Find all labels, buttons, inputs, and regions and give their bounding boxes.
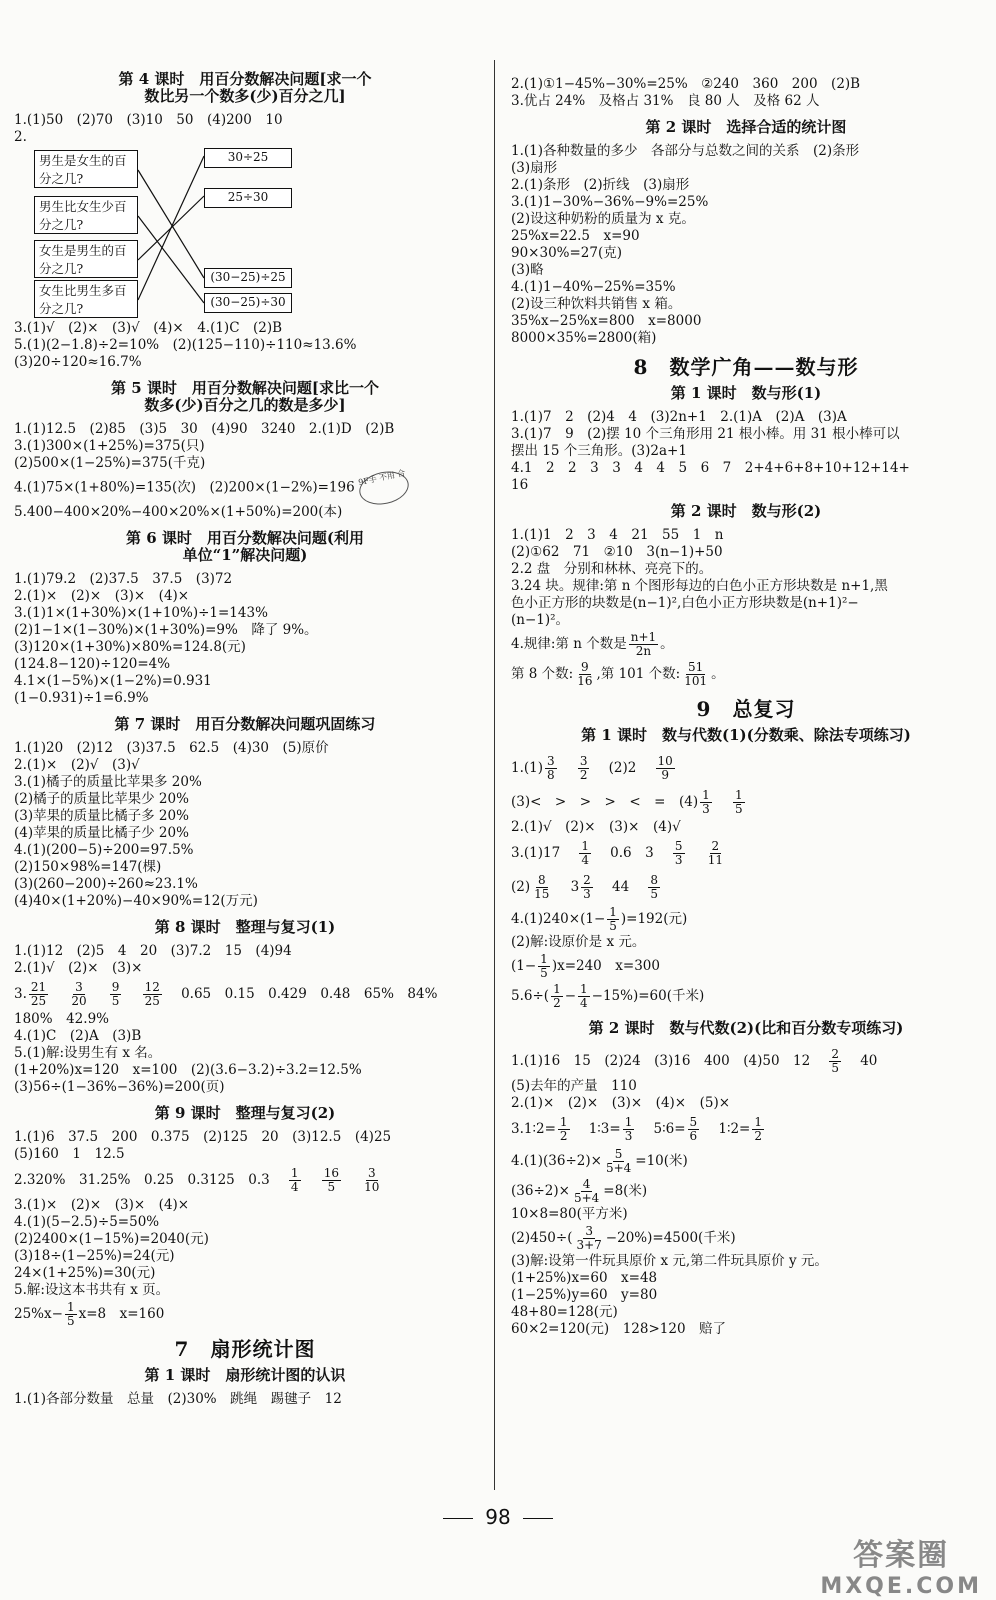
- answer-line: 1.(1)50 (2)70 (3)10 50 (4)200 10: [14, 112, 283, 128]
- numerator: 9: [581, 659, 589, 674]
- answer-line: (1+25%)x=60 x=48: [511, 1270, 658, 1286]
- answer-line: 1.(1)20 (2)12 (3)37.5 62.5 (4)30 (5)原价: [14, 740, 329, 756]
- denominator: 5+4: [605, 1160, 632, 1175]
- answer-line: (1−25%)y=60 y=80: [511, 1287, 658, 1303]
- answer-line: 1.(1)1 2 3 4 21 55 1 n: [511, 527, 724, 543]
- match-right-box: 30÷25: [204, 148, 292, 168]
- fraction: [578, 755, 590, 782]
- numerator: 3: [367, 1165, 376, 1180]
- answer-line: [14, 977, 476, 1011]
- answer-line: (2)150×98%=147(棵): [14, 859, 162, 875]
- answer-line: 3.(1)橘子的质量比苹果多 20%: [14, 774, 202, 790]
- answer-text: (2): [511, 878, 531, 895]
- answer-line: 1.(1)79.2 (2)37.5 37.5 (3)72: [14, 571, 233, 587]
- title-line: 第 4 课时 用百分数解决问题[求一个: [118, 70, 372, 88]
- answer-line: (3)略: [511, 262, 544, 278]
- denominator: 8: [547, 767, 555, 782]
- answer-line: 10×8=80(平方米): [511, 1206, 628, 1222]
- answer-text: 5.6÷(: [511, 987, 550, 1004]
- numerator: n+1: [630, 629, 657, 644]
- answer-line: [14, 1163, 476, 1197]
- answer-line: 1.(1)7 2 (2)4 4 (3)2n+1 2.(1)A (2)A (3)A: [511, 409, 847, 425]
- numerator: 1: [609, 904, 617, 919]
- fraction: [578, 983, 590, 1010]
- denominator: 2: [579, 767, 588, 782]
- match-right-box: (30−25)÷25: [204, 268, 292, 288]
- denominator: 5: [111, 993, 120, 1008]
- denominator: 5: [66, 1313, 75, 1328]
- answer-line: (2)2400×(1−15%)=2040(元): [14, 1231, 209, 1247]
- answer-text: −: [564, 987, 577, 1004]
- fraction: [673, 840, 685, 867]
- match-line: [138, 170, 204, 278]
- denominator: 25: [144, 993, 160, 1008]
- answer-line: (2)①62 71 ②10 3(n−1)+50: [511, 544, 723, 560]
- denominator: 3: [583, 886, 591, 901]
- fraction: [362, 1167, 381, 1194]
- fraction: [629, 631, 658, 658]
- answer-line: (3)20÷120≈16.7%: [14, 354, 142, 370]
- match-left-box: 女生比男生多百分之几?: [34, 280, 138, 318]
- answer-line: 5.(1)解:设男生有 x 名。: [14, 1045, 162, 1061]
- denominator: 3: [702, 801, 710, 816]
- answer-line: 2.(1)× (2)× (3)× (4)× (5)×: [511, 1095, 731, 1111]
- answer-line: [511, 751, 981, 785]
- fraction: [551, 983, 563, 1010]
- watermark-url: MXQE.COM: [820, 1574, 982, 1599]
- chapter-9-title: 9 总复习: [696, 697, 796, 721]
- lesson-5-title: [14, 380, 476, 414]
- answer-line: 8000×35%=2800(箱): [511, 330, 657, 346]
- fraction: [700, 789, 712, 816]
- title-line: 数比另一个数多(少)百分之几]: [144, 87, 346, 105]
- lesson-4-title: [14, 71, 476, 105]
- denominator: 2: [553, 995, 561, 1010]
- answer-text: 1.(1)16 15 (2)24 (3)16 400 (4)50 12: [511, 1052, 811, 1069]
- column-divider: [494, 60, 495, 1490]
- answer-line: (2)500×(1−25%)=375(千克): [14, 455, 206, 471]
- numerator: 1: [553, 981, 561, 996]
- answer-text: −20%)=4500(千米): [605, 1229, 736, 1246]
- numerator: 3: [75, 979, 83, 994]
- match-right-box: 25÷30: [204, 188, 292, 208]
- answer-text: =10(米): [635, 1152, 688, 1169]
- answer-line: [511, 785, 981, 819]
- answer-text: x=8 x=160: [78, 1305, 165, 1322]
- numerator: 1: [754, 1114, 763, 1129]
- answer-line: 35%x−25%x=800 x=8000: [511, 313, 702, 329]
- answer-line: 色小正方形的块数是(n−1)²,白色小正方形块数是(n+1)²−: [511, 595, 859, 611]
- answer-text: 1.(1): [511, 759, 544, 776]
- answer-line: 5.400−400×20%−400×20%×(1+50%)=200(本): [14, 504, 343, 520]
- ch7-lesson-1-title: 第 1 课时 扇形统计图的认识: [144, 1366, 346, 1384]
- answer-line: [14, 1299, 476, 1329]
- answer-text: ,第 101 个数:: [596, 665, 681, 682]
- answer-line: (3)扇形: [511, 160, 558, 176]
- answer-text: 1∶3=: [588, 1120, 621, 1137]
- denominator: 2: [559, 1128, 568, 1143]
- match-line: [138, 156, 204, 300]
- answer-line: (1+20%)x=120 x=100 (2)(3.6−3.2)÷3.2=12.5%: [14, 1062, 362, 1078]
- fraction: [648, 874, 660, 901]
- answer-text: 2.320% 31.25% 0.25 0.3125 0.3: [14, 1171, 270, 1188]
- answer-line: 48+80=128(元): [511, 1304, 618, 1320]
- answer-line: 4.(1)C (2)A (3)B: [14, 1028, 142, 1044]
- answer-text: 0.65 0.15 0.429 0.48 65% 84%: [181, 985, 438, 1002]
- answer-text: 0.6 3: [610, 844, 654, 861]
- denominator: 11: [707, 852, 723, 867]
- answer-text: )x=240 x=300: [551, 957, 660, 974]
- answer-line: [511, 659, 981, 689]
- answer-line: 2.: [14, 129, 27, 145]
- fraction: [829, 1048, 841, 1075]
- match-left-box: 男生是女生的百分之几?: [34, 150, 138, 188]
- answer-line: 16: [511, 477, 529, 493]
- answer-line: (2)设三种饮料共销售 x 箱。: [511, 296, 682, 312]
- denominator: 6: [689, 1128, 698, 1143]
- answer-line: [511, 870, 981, 904]
- fraction: [322, 1167, 341, 1194]
- ch8-lesson-1-title: 第 1 课时 数与形(1): [670, 384, 822, 402]
- ch7-lesson-2-title: 第 2 课时 选择合适的统计图: [645, 118, 847, 136]
- numerator: 1: [66, 1299, 75, 1314]
- fraction: [545, 755, 557, 782]
- fraction: [752, 1116, 764, 1143]
- answer-line: 2.(1)条形 (2)折线 (3)扇形: [511, 177, 690, 193]
- answer-line: (n−1)²。: [511, 612, 570, 628]
- answer-line: 3.(1)√ (2)× (3)√ (4)× 4.(1)C (2)B: [14, 320, 283, 336]
- right-column: [511, 76, 981, 1338]
- answer-line: 4.(1)(5−2.5)÷5=50%: [14, 1214, 160, 1230]
- denominator: 15: [534, 886, 550, 901]
- chapter-7-title: 7 扇形统计图: [174, 1337, 316, 1361]
- numerator: 8: [537, 872, 546, 887]
- answer-line: 25%x=22.5 x=90: [511, 228, 640, 244]
- fraction: [532, 874, 551, 901]
- denominator: 5: [650, 886, 658, 901]
- numerator: 1: [580, 981, 588, 996]
- answer-line: (3)解:设第一件玩具原价 x 元,第二件玩具原价 y 元。: [511, 1253, 828, 1269]
- answer-line: 5.(1)(2−1.8)÷2=10% (2)(125−110)÷110≈13.6%: [14, 337, 357, 353]
- numerator: 51: [688, 659, 704, 674]
- fraction: [574, 1225, 603, 1252]
- match-left-box: 男生比女生少百分之几?: [34, 196, 138, 234]
- denominator: 5: [327, 1179, 336, 1194]
- fraction: [575, 661, 594, 688]
- ch8-lesson-2-title: 第 2 课时 数与形(2): [670, 502, 822, 520]
- answer-text: (36÷2)×: [511, 1182, 570, 1199]
- fraction: [558, 1116, 570, 1143]
- answer-line: 3.(1)× (2)× (3)× (4)×: [14, 1197, 190, 1213]
- ch9-lesson-1-title: 第 1 课时 数与代数(1)(分数乘、除法专项练习): [581, 726, 911, 744]
- answer-text: )=192(元): [620, 910, 688, 927]
- answer-text: (2)450÷(: [511, 1229, 573, 1246]
- match-right-box: (30−25)÷30: [204, 293, 292, 313]
- answer-text: 3.1∶2=: [511, 1120, 556, 1137]
- answer-text: 4.(1)75×(1+80%)=135(次) (2)200×(1−2%)=196: [14, 479, 355, 496]
- numerator: 1: [702, 787, 710, 802]
- answer-line: (5)去年的产量 110: [511, 1078, 637, 1094]
- numerator: 1: [734, 787, 743, 802]
- answer-text: 。: [711, 665, 725, 682]
- fraction: [604, 1148, 633, 1175]
- fraction: [623, 1116, 635, 1143]
- answer-line: 1.(1)6 37.5 200 0.375 (2)125 20 (3)12.5 (4)25: [14, 1129, 392, 1145]
- answer-line: (4)40×(1+20%)−40×90%=12(万元): [14, 893, 258, 909]
- answer-line: 1.(1)12 (2)5 4 20 (3)7.2 15 (4)94: [14, 943, 292, 959]
- denominator: 3: [674, 852, 683, 867]
- answer-line: [511, 629, 981, 659]
- chapter-8-title: 8 数学广角——数与形: [633, 355, 859, 379]
- handwritten-stamp: 9F手 不用 合: [356, 467, 412, 509]
- denominator: 4: [580, 995, 588, 1010]
- denominator: 4: [581, 852, 589, 867]
- denominator: 2n: [635, 643, 652, 658]
- page-footer: [0, 1505, 996, 1529]
- answer-line: (4)苹果的质量比橘子少 20%: [14, 825, 189, 841]
- numerator: 1: [559, 1114, 568, 1129]
- numerator: 3: [547, 753, 555, 768]
- answer-line: 4.1×(1−5%)×(1−2%)=0.931: [14, 673, 212, 689]
- answer-line: [511, 951, 981, 981]
- numerator: 1: [624, 1114, 633, 1129]
- numerator: 16: [323, 1165, 339, 1180]
- denominator: 4: [290, 1179, 299, 1194]
- answer-text: (2)2: [608, 759, 637, 776]
- numerator: 5: [689, 1114, 698, 1129]
- answer-line: [511, 1112, 981, 1146]
- numerator: 3: [585, 1223, 593, 1238]
- answer-line: [511, 1044, 981, 1078]
- page-number: 98: [485, 1505, 511, 1529]
- answer-line: 3.24 块。规律:第 n 个图形每边的白色小正方形块数是 n+1,黑: [511, 578, 888, 594]
- fraction: [682, 661, 709, 688]
- answer-line: 3.(1)7 9 (2)摆 10 个三角形用 21 根小棒。用 31 根小棒可以: [511, 426, 900, 442]
- denominator: 9: [661, 767, 669, 782]
- numerator: 1: [581, 838, 589, 853]
- answer-line: (3)18÷(1−25%)=24(元): [14, 1248, 175, 1264]
- denominator: 5+4: [573, 1190, 600, 1205]
- lesson-6-title: [14, 530, 476, 564]
- answer-text: 4.(1)(36÷2)×: [511, 1152, 602, 1169]
- title-line: 第 6 课时 用百分数解决问题(利用: [126, 529, 364, 547]
- answer-line: 1.(1)各种数量的多少 各部分与总数之间的关系 (2)条形: [511, 143, 860, 159]
- denominator: 5: [540, 965, 548, 980]
- answer-text: (3)< > > > < = (4): [511, 793, 699, 810]
- answer-line: [511, 1223, 981, 1253]
- lesson-8-title: 第 8 课时 整理与复习(1): [154, 918, 336, 936]
- numerator: 2: [831, 1046, 840, 1061]
- denominator: 5: [609, 918, 617, 933]
- answer-line: (5)160 1 12.5: [14, 1146, 125, 1162]
- numerator: 5: [674, 838, 683, 853]
- answer-line: 3.(1)1×(1+30%)×(1+10%)÷1=143%: [14, 605, 268, 621]
- title-line: 第 5 课时 用百分数解决问题[求比一个: [111, 379, 379, 397]
- answer-line: 4.1 2 2 3 3 4 4 5 6 7 2+4+6+8+10+12+14+: [511, 460, 910, 476]
- watermark: [820, 1530, 982, 1599]
- answer-line: 2.(1)①1−45%−30%=25% ②240 360 200 (2)B: [511, 76, 861, 92]
- numerator: 9: [111, 979, 120, 994]
- answer-line: (2)1−1×(1−30%)×(1+30%)=9% 降了 9%。: [14, 622, 318, 638]
- denominator: 5: [831, 1060, 840, 1075]
- numerator: 10: [657, 753, 673, 768]
- numerator: 2: [583, 872, 591, 887]
- fraction: [65, 1301, 77, 1328]
- fraction: [143, 981, 162, 1008]
- title-line: 数多(少)百分之几的数是多少]: [144, 396, 346, 414]
- denominator: 2: [754, 1128, 763, 1143]
- answer-text: 第 8 个数:: [511, 665, 574, 682]
- lesson-9-title: 第 9 课时 整理与复习(2): [154, 1104, 336, 1122]
- denominator: 3: [624, 1128, 633, 1143]
- answer-line: (2)橘子的质量比苹果少 20%: [14, 791, 189, 807]
- denominator: 10: [364, 1179, 380, 1194]
- numerator: 21: [30, 979, 47, 994]
- answer-text: 5∶6=: [653, 1120, 686, 1137]
- answer-line: (1−0.931)÷1=6.9%: [14, 690, 149, 706]
- denominator: 16: [577, 673, 593, 688]
- answer-line: [511, 981, 981, 1011]
- numerator: 4: [582, 1176, 591, 1191]
- numerator: 2: [711, 838, 720, 853]
- answer-line: [511, 904, 981, 934]
- answer-line: 4.(1)(200−5)÷200=97.5%: [14, 842, 194, 858]
- denominator: 5: [734, 801, 743, 816]
- denominator: 25: [30, 993, 47, 1008]
- answer-line: 2.(1)√ (2)× (3)×: [14, 960, 143, 976]
- answer-line: [14, 468, 476, 504]
- lesson-7-title: 第 7 课时 用百分数解决问题巩固练习: [114, 715, 376, 733]
- answer-text: −15%)=60(千米): [591, 987, 705, 1004]
- answer-text: 3.: [14, 985, 27, 1002]
- match-left-box: 女生是男生的百分之几?: [34, 240, 138, 278]
- answer-line: (3)(260−200)÷260≈23.1%: [14, 876, 198, 892]
- answer-line: 5.解:设这本书共有 x 页。: [14, 1282, 170, 1298]
- answer-line: 3.优占 24% 及格占 31% 良 80 人 及格 62 人: [511, 93, 820, 109]
- answer-line: [511, 1176, 981, 1206]
- watermark-logo: 答案圈: [853, 1538, 950, 1573]
- fraction: [289, 1167, 301, 1194]
- answer-line: 2.(1)× (2)√ (3)√: [14, 757, 140, 773]
- answer-line: (2)解:设原价是 x 元。: [511, 934, 646, 950]
- answer-text: =8(米): [603, 1182, 648, 1199]
- answer-text: (1−: [511, 957, 537, 974]
- answer-line: (3)120×(1+30%)×80%=124.8(元): [14, 639, 246, 655]
- numerator: 1: [540, 951, 548, 966]
- answer-line: 2.(1)√ (2)× (3)× (4)√: [511, 819, 681, 835]
- ch9-lesson-2-title: 第 2 课时 数与代数(2)(比和百分数专项练习): [588, 1019, 904, 1037]
- title-line: 单位“1”解决问题): [182, 546, 308, 564]
- answer-line: 3.(1)1−30%−36%−9%=25%: [511, 194, 709, 210]
- answer-line: 3.(1)300×(1+25%)=375(只): [14, 438, 205, 454]
- answer-line: 4.(1)1−40%−25%=35%: [511, 279, 676, 295]
- answer-text: 25%x−: [14, 1305, 63, 1322]
- matching-diagram: [14, 148, 476, 316]
- denominator: 101: [684, 673, 708, 688]
- fraction: [29, 981, 48, 1008]
- footer-dash: [523, 1518, 553, 1520]
- answer-line: 摆出 15 个三角形。(3)2a+1: [511, 443, 687, 459]
- answer-text: 4.规律:第 n 个数是: [511, 635, 627, 652]
- fraction: [69, 981, 88, 1008]
- answer-text: 40: [860, 1052, 878, 1069]
- fraction: [706, 840, 725, 867]
- fraction: [607, 906, 619, 933]
- answer-line: 60×2=120(元) 128>120 赔了: [511, 1321, 727, 1337]
- answer-line: 1.(1)各部分数量 总量 (2)30% 跳绳 踢毽子 12: [14, 1391, 342, 1407]
- fraction: [110, 981, 122, 1008]
- numerator: 5: [614, 1146, 623, 1161]
- answer-line: [511, 836, 981, 870]
- fraction: [733, 789, 745, 816]
- numerator: 1: [290, 1165, 299, 1180]
- answer-line: (2)设这种奶粉的质量为 x 克。: [511, 211, 695, 227]
- left-column: [14, 62, 476, 1408]
- fraction: [656, 755, 675, 782]
- answer-line: (3)56÷(1−36%−36%)=200(页): [14, 1079, 225, 1095]
- answer-text: 44: [611, 878, 630, 895]
- answer-line: 2.(1)× (2)× (3)× (4)×: [14, 588, 190, 604]
- denominator: 3+7: [576, 1237, 602, 1252]
- answer-text: 3: [570, 878, 580, 895]
- footer-dash: [443, 1518, 473, 1520]
- answer-text: 4.(1)240×(1−: [511, 910, 606, 927]
- fraction: [579, 840, 591, 867]
- answer-line: 2.2 盘 分别和林林、亮亮下的。: [511, 561, 713, 577]
- answer-line: (124.8−120)÷120=4%: [14, 656, 171, 672]
- denominator: 20: [71, 993, 87, 1008]
- answer-line: 180% 42.9%: [14, 1011, 109, 1027]
- answer-line: [511, 1146, 981, 1176]
- fraction: [572, 1178, 601, 1205]
- fraction: [688, 1116, 700, 1143]
- fraction: [581, 874, 593, 901]
- answer-line: 90×30%=27(克): [511, 245, 623, 261]
- answer-text: 。: [660, 635, 674, 652]
- answer-text: 1∶2=: [718, 1120, 751, 1137]
- numerator: 12: [144, 979, 160, 994]
- answer-line: (3)苹果的质量比橘子多 20%: [14, 808, 189, 824]
- answer-text: 3.(1)17: [511, 844, 561, 861]
- answer-line: 1.(1)12.5 (2)85 (3)5 30 (4)90 3240 2.(1)D (2)B: [14, 421, 395, 437]
- fraction: [538, 953, 550, 980]
- numerator: 8: [650, 872, 658, 887]
- numerator: 3: [579, 753, 588, 768]
- answer-line: 24×(1+25%)=30(元): [14, 1265, 156, 1281]
